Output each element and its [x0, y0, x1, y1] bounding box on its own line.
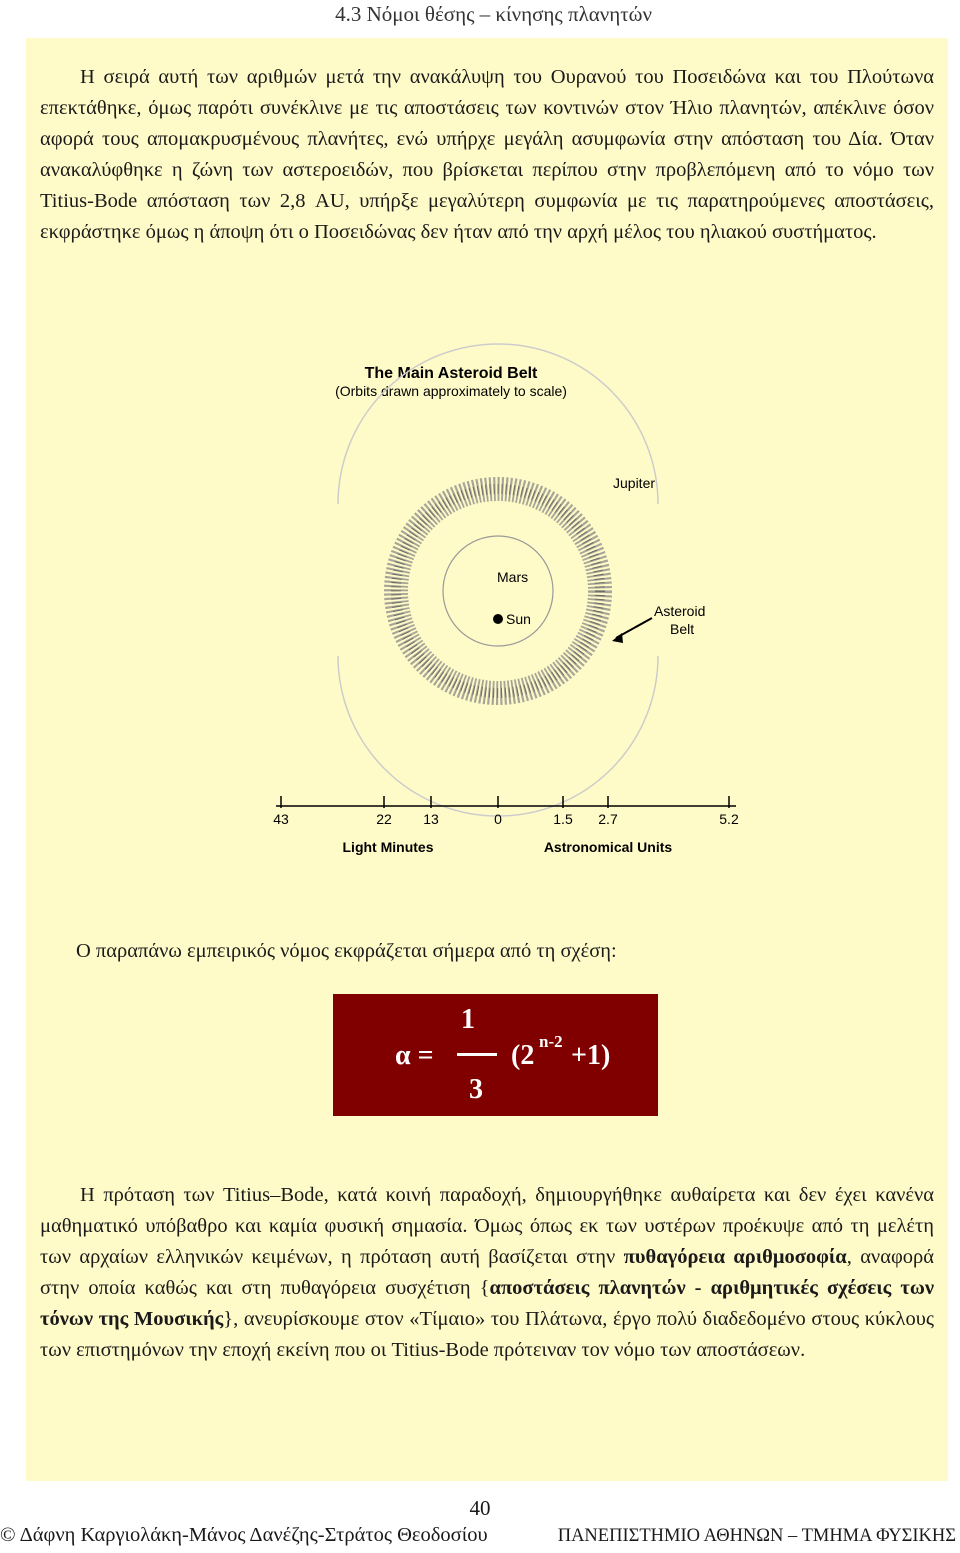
formula-numerator: 1	[461, 1004, 475, 1035]
text-run: Η πρόταση των Titius–Bode, κατά κοινή παραδοχή, δημιουργήθηκε αυθαίρετα και δεν έχει κανένα μαθηματικό υπόβαθρο και καμία φυσική σημασία. Όμως όπως εκ των υστέρων προέκυψε από τη μελέτη των αρχαίων ελληνικών κειμένων, η πρόταση αυτή βασίζεται στην	[40, 1184, 934, 1268]
diagram-subtitle: (Orbits drawn approximately to scale)	[335, 383, 567, 399]
asteroid-belt-diagram	[273, 356, 766, 866]
scale-tick-label: 13	[423, 811, 439, 827]
formula-tail: +1)	[571, 1040, 611, 1071]
scale-ticks	[273, 796, 739, 827]
scale-tick-label: 1.5	[553, 811, 573, 827]
belt-label-2: Belt	[670, 621, 695, 637]
scale-tick-label: 2.7	[598, 811, 618, 827]
jupiter-label: Jupiter	[613, 475, 656, 491]
scale-tick-label: 0	[494, 811, 502, 827]
sun-icon	[493, 614, 503, 624]
page-header: 4.3 Νόμοι θέσης – κίνησης πλανητών	[335, 2, 652, 26]
bold-run: πυθαγόρεια αριθμοσοφία	[623, 1245, 847, 1268]
scale-tick-label: 43	[273, 811, 289, 827]
scale-unit-right: Astronomical Units	[543, 839, 673, 855]
asteroid-belt-ring	[396, 489, 600, 693]
text-run: , αναφορά στην οποία καθώς και στη πυθαγόρεια συσχέτιση {	[40, 1245, 934, 1299]
mars-orbit	[443, 536, 553, 646]
formula-lhs: α =	[395, 1040, 434, 1071]
formula-base: (2	[511, 1040, 535, 1071]
asteroid-belt-ring-inner	[396, 489, 600, 693]
scale-tick-label: 22	[376, 811, 392, 827]
sun-label: Sun	[506, 611, 531, 627]
footer-institution: ΠΑΝΕΠΙΣΤΗΜΙΟ ΑΘΗΝΩΝ – ΤΜΗΜΑ ΦΥΣΙΚΗΣ	[557, 1526, 956, 1546]
mars-label: Mars	[497, 569, 529, 585]
paragraph-intro: Η σειρά αυτή των αριθμών μετά την ανακάλυψη του Ουρανού του Ποσειδώνα και του Πλούτωνα επεκτάθηκε, όμως παρότι συνέκλινε με τις αποστάσεις των κοντινών στον Ήλιο πλανητών, απέκλινε όσον αφορά τους απομακρυσμένους πλανήτες, ενώ υπήρχε μεγάλη ασυμφωνία στην απόσταση του Δία. Όταν ανακαλύφθηκε η ζώνη των αστεροειδών, που βρίσκεται περίπου στην προβλεπόμενη από το νόμο των Titius-Bode απόσταση των 2,8 AU, υπήρξε μεγαλύτερη συμφωνία με τις παρατηρούμενες αποστάσεις, εκφράστηκε όμως η άποψη ότι ο Ποσειδώνας δεν ήταν από την αρχή μέλος του ηλιακού συστήματος.	[40, 66, 934, 243]
jupiter-orbit-lower	[338, 656, 658, 816]
footer-authors: © Δάφνη Καργιολάκη-Μάνος Δανέζης-Στράτος Θεοδοσίου	[0, 1524, 488, 1546]
diagram-title: The Main Asteroid Belt	[364, 365, 538, 382]
belt-label-1: Asteroid	[654, 603, 706, 619]
fraction-bar	[457, 1053, 497, 1056]
scale-unit-left: Light Minutes	[342, 839, 434, 855]
scale-tick-label: 5.2	[719, 811, 739, 827]
content-panel	[26, 38, 948, 1481]
formula-box	[333, 994, 658, 1116]
paragraph-formula-intro: Ο παραπάνω εμπειρικός νόμος εκφράζεται σήμερα από τη σχέση:	[76, 940, 617, 962]
text-run: }, ανευρίσκουμε στον «Τίμαιο» του Πλάτωνα, έργο πολύ διαδεδομένο στους κύκλους των επιστημόνων την εποχή εκείνη που οι Titius-Bode πρότειναν τον νόμο των αποστάσεων.	[40, 1307, 934, 1361]
bold-run: αποστάσεις πλανητών - αριθμητικές σχέσεις των τόνων της Μουσικής	[40, 1276, 934, 1330]
page-number: 40	[469, 1496, 491, 1520]
formula-denominator: 3	[469, 1074, 483, 1105]
formula-exponent: n-2	[539, 1032, 563, 1051]
paragraph-titius-bode	[40, 1180, 934, 1365]
belt-arrowhead-icon	[612, 633, 623, 643]
